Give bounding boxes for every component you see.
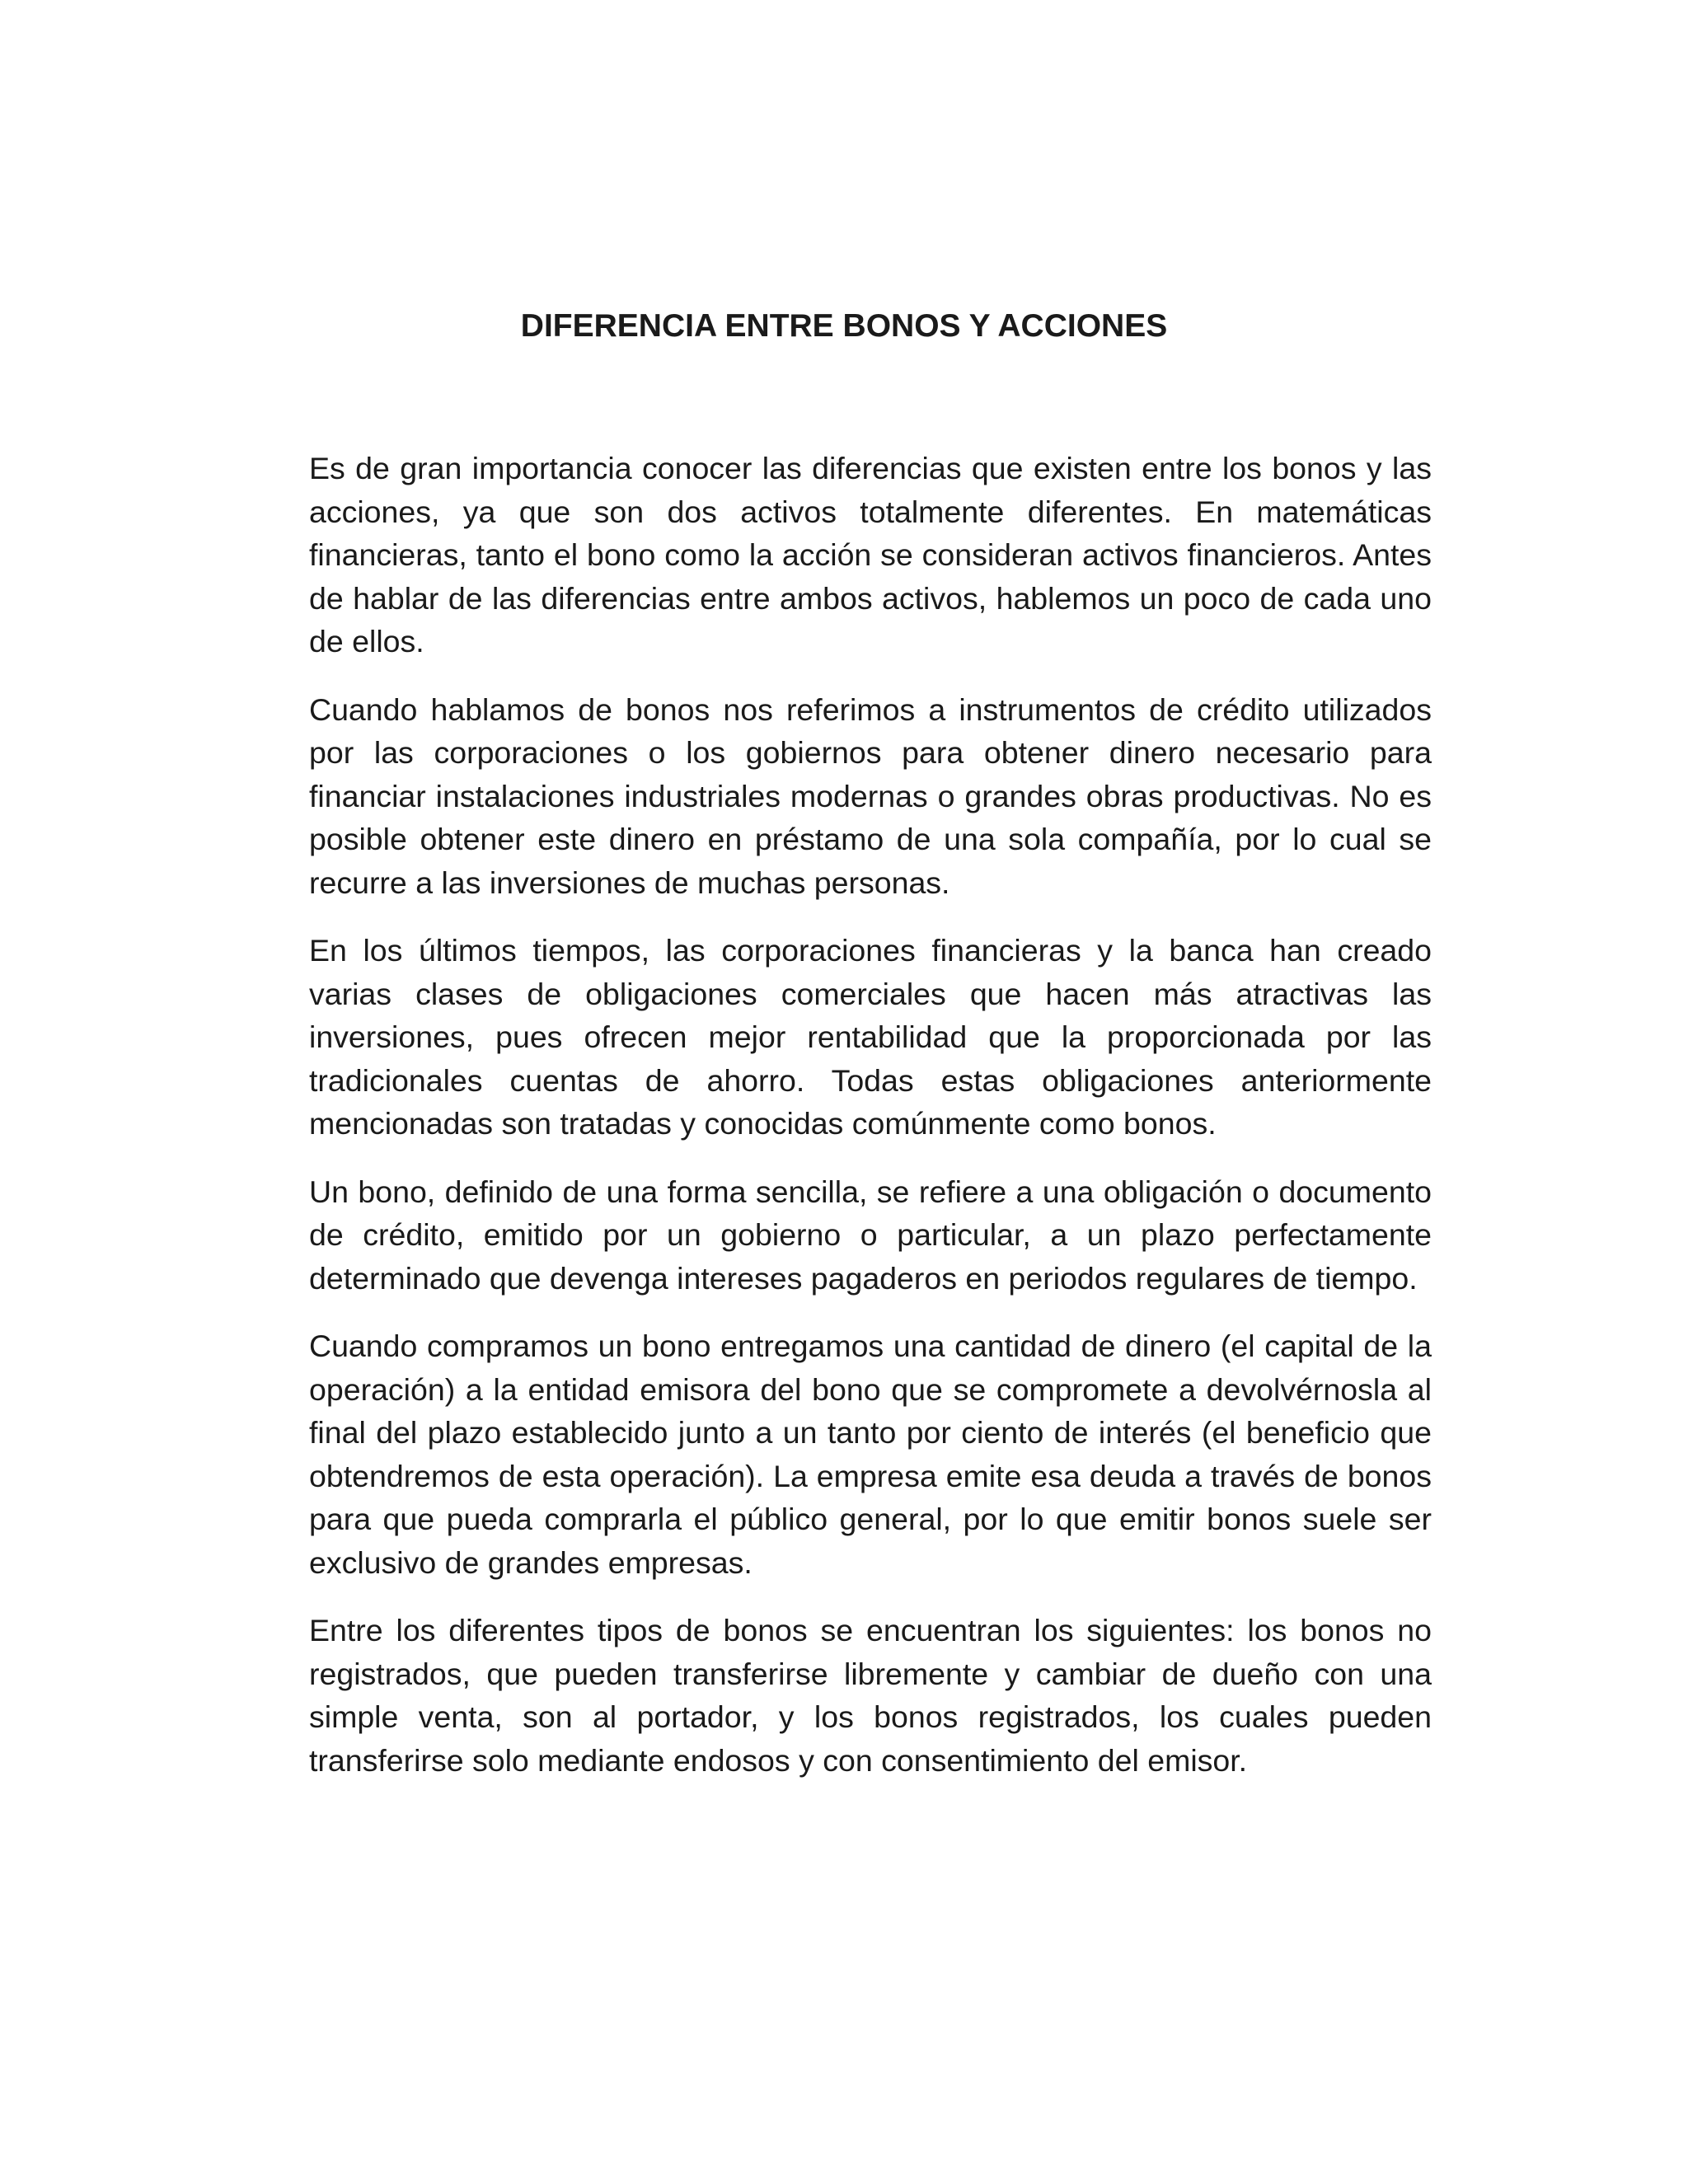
- document-body: [309, 447, 1432, 1807]
- paragraph-5: Cuando compramos un bono entregamos una cantidad de dinero (el capital de la operación) a la entidad emisora del bono que se compromete a devolvérnosla al final del plazo establecido junto a un tanto por ciento de interés (el beneficio que obtendremos de esta operación). La empresa emite esa deuda a través de bonos para que pueda comprarla el público general, por lo que emitir bonos suele ser exclusivo de grandes empresas.: [309, 1329, 1432, 1580]
- document-title: DIFERENCIA ENTRE BONOS Y ACCIONES: [520, 308, 1168, 344]
- paragraph-3: En los últimos tiempos, las corporaciones financieras y la banca han creado varias clases de obligaciones comerciales que hacen más atractivas las inversiones, pues ofrecen mejor rentabilidad que la proporcionada por las tradicionales cuentas de ahorro. Todas estas obligaciones anteriormente mencionadas son tratadas y conocidas comúnmente como bonos.: [309, 933, 1432, 1141]
- paragraph-2: Cuando hablamos de bonos nos referimos a instrumentos de crédito utilizados por las corporaciones o los gobiernos para obtener dinero necesario para financiar instalaciones industriales modernas o grandes obras productivas. No es posible obtener este dinero en préstamo de una sola compañía, por lo cual se recurre a las inversiones de muchas personas.: [309, 691, 1432, 900]
- paragraph-4: Un bono, definido de una forma sencilla, se refiere a una obligación o documento de crédito, emitido por un gobierno o particular, a un plazo perfectamente determinado que devenga intereses pagaderos en periodos regulares de tiempo.: [309, 1174, 1432, 1296]
- paragraph-1: Es de gran importancia conocer las diferencias que existen entre los bonos y las acciones, ya que son dos activos totalmente diferentes. En matemáticas financieras, tanto el bono como la acción se consideran activos financieros. Antes de hablar de las diferencias entre ambos activos, hablemos un poco de cada uno de ellos.: [309, 451, 1432, 658]
- paragraph-6: Entre los diferentes tipos de bonos se encuentran los siguientes: los bonos no registrados, que pueden transferirse libremente y cambiar de dueño con una simple venta, son al portador, y los bonos registrados, los cuales pueden transferirse solo mediante endosos y con consentimiento del emisor.: [309, 1613, 1432, 1778]
